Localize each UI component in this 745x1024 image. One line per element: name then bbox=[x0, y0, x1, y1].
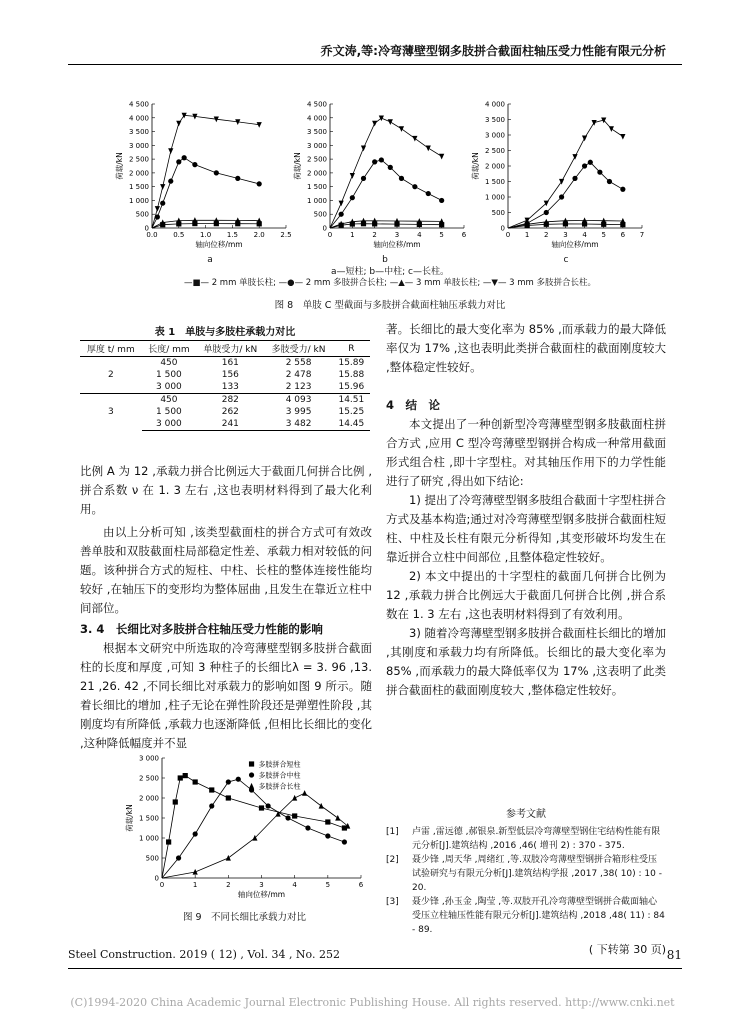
cell: 1 500 bbox=[156, 370, 182, 380]
series-triangle-up bbox=[330, 218, 444, 228]
legend-entry bbox=[249, 760, 301, 769]
x-axis-label: 轴向位移/mm bbox=[373, 240, 421, 249]
reference-item bbox=[386, 853, 666, 895]
paragraph: 比例 A 为 12 ,承载力拼合比例远大于截面几何拼合比例 ,拼合系数 ν 在 1. 3 左右 ,这也表明材料得到了最大化利用。 bbox=[80, 464, 372, 516]
data-point bbox=[160, 201, 165, 206]
x-tick-label: 5 bbox=[439, 231, 444, 239]
th-single: 单肢受力/ kN bbox=[196, 341, 264, 357]
table-row bbox=[80, 394, 370, 407]
y-tick-label: 1 000 bbox=[128, 196, 149, 205]
data-point bbox=[399, 176, 404, 181]
data-point bbox=[620, 187, 625, 192]
x-tick-label: 6 bbox=[358, 881, 364, 889]
reference-item bbox=[386, 895, 666, 937]
data-point bbox=[209, 787, 214, 792]
series-circle bbox=[330, 157, 444, 228]
legend-label: 多肢拼合中柱 bbox=[258, 771, 301, 780]
data-point bbox=[559, 194, 564, 199]
y-tick-label: 4 000 bbox=[306, 114, 327, 123]
cell: 15.25 bbox=[338, 407, 365, 417]
th-multi: 多肢受力/ kN bbox=[264, 341, 332, 357]
data-point bbox=[379, 115, 384, 121]
legend-item: —■— 2 mm 单肢长柱; bbox=[183, 278, 276, 288]
data-point bbox=[249, 761, 254, 766]
cell: 3 000 bbox=[142, 418, 197, 431]
y-tick-label: 2 500 bbox=[138, 774, 159, 783]
legend-entry bbox=[249, 782, 301, 791]
data-point bbox=[259, 805, 264, 810]
x-tick-label: 0 bbox=[327, 231, 333, 239]
data-point bbox=[412, 136, 417, 142]
series-circle bbox=[152, 155, 262, 228]
y-tick-label: 1 000 bbox=[306, 196, 327, 205]
cell: 2 123 bbox=[285, 382, 312, 392]
data-point bbox=[178, 775, 183, 780]
journal-info: Steel Construction. 2019 ( 12) , Vol. 34 , No. 252 bbox=[68, 948, 340, 961]
table1-title: 表 1 单肢与多肢柱承载力对比 bbox=[154, 327, 296, 338]
continued-note: ( 下转第 30 页) bbox=[588, 943, 666, 956]
series-line bbox=[162, 779, 344, 878]
x-tick-label: 0.0 bbox=[146, 231, 158, 239]
data-point bbox=[193, 831, 198, 836]
data-point bbox=[257, 122, 262, 128]
x-tick-label: 3 bbox=[394, 231, 400, 239]
data-point bbox=[168, 148, 173, 154]
x-axis-label: 轴向位移/mm bbox=[195, 240, 243, 249]
x-tick-label: 3 bbox=[563, 231, 568, 239]
data-point bbox=[292, 813, 297, 818]
y-tick-label: 500 bbox=[135, 210, 149, 219]
figure8-subcaption: a—短柱; b—中柱; c—长柱。 bbox=[331, 267, 449, 277]
y-tick-label: 3 000 bbox=[128, 141, 149, 150]
data-point bbox=[572, 154, 577, 160]
legend-item: —▲— 3 mm 单肢长柱; bbox=[389, 278, 481, 288]
series-line bbox=[508, 120, 623, 228]
data-point bbox=[160, 184, 165, 190]
running-title: 乔文涛,等:冷弯薄壁型钢多肢拼合截面柱轴压受力性能有限元分析 bbox=[320, 44, 666, 58]
x-tick-label: 0 bbox=[505, 231, 511, 239]
data-point bbox=[426, 191, 431, 196]
data-point bbox=[236, 777, 241, 782]
y-tick-label: 1 500 bbox=[128, 183, 149, 192]
legend-item: —●— 2 mm 多肢拼合长柱; bbox=[278, 278, 388, 288]
paragraph: 由以上分析可知 ,该类型截面柱的拼合方式可有效改善单肢和双肢截面柱局部稳定性差、承载力相对较低的问题。该种拼合方式的短柱、中柱、长柱的整体连接性能均较好 ,在轴压下的变形均为整体屈曲 ,且发生在靠近立柱中间部位。 bbox=[80, 525, 372, 615]
data-point bbox=[249, 772, 254, 777]
series-line bbox=[152, 115, 259, 228]
data-point bbox=[439, 198, 444, 203]
x-tick-label: 2 bbox=[226, 881, 231, 889]
x-tick-label: 5 bbox=[601, 231, 606, 239]
y-axis-label: 荷载/kN bbox=[115, 152, 124, 180]
conclusion-3: 3) 随着冷弯薄壁型钢多肢拼合截面柱长细比的增加 ,其刚度和承载力均有所降低。长细比的最大变化率为 85% ,而承载力的最大降低率仅为 17% ,这表明了此类拼合截面柱的截面刚度较大 ,整体稳定性较好。 bbox=[386, 626, 666, 697]
cell: 241 bbox=[196, 418, 264, 431]
data-point bbox=[176, 159, 181, 164]
x-tick-label: 2 bbox=[372, 231, 377, 239]
th-r: R bbox=[333, 341, 370, 357]
x-tick-label: 4 bbox=[292, 881, 297, 889]
ref-text: 聂少锋 ,孙玉金 ,陶莹 ,等.双肢开孔冷弯薄壁型钢拼合截面轴心受压立柱轴压性能有限元分析[J].建筑结构 ,2018 ,48( 11) : 84 - 89. bbox=[412, 897, 665, 935]
data-point bbox=[193, 869, 198, 875]
data-point bbox=[226, 779, 231, 784]
data-point bbox=[588, 160, 593, 165]
y-tick-label: 2 500 bbox=[484, 147, 505, 155]
paragraph: 根据本文研究中所选取的冷弯薄壁型钢多肢拼合截面柱的长度和厚度 ,可知 3 种柱子的长细比λ = 3. 96 ,13. 21 ,26. 42 ,不同长细比对承载力的影响如图 9 所示。随着长细比的增加 ,柱子无论在弹性阶段还是弹塑性阶段 ,其刚度均有所降低 ,承载力也逐渐降低 ,但相比长细比的变化 ,这种降低幅度并不显 bbox=[80, 641, 372, 750]
figure8-caption: 图 8 单肢 C 型截面与多肢拼合截面柱轴压承载力对比 bbox=[274, 300, 506, 311]
data-point bbox=[226, 795, 231, 800]
references-title: 参考文献 bbox=[506, 809, 546, 820]
ref-number: [2] bbox=[386, 855, 399, 865]
th-thickness: 厚度 t/ mm bbox=[80, 341, 142, 357]
y-tick-label: 4 000 bbox=[484, 100, 505, 109]
legend-item: —▼— 3 mm 多肢拼合长柱。 bbox=[482, 278, 597, 288]
series-circle bbox=[162, 777, 347, 878]
y-tick-label: 3 500 bbox=[128, 128, 149, 137]
x-tick-label: 1.0 bbox=[200, 231, 212, 239]
y-tick-label: 2 500 bbox=[306, 155, 327, 164]
y-tick-label: 3 000 bbox=[138, 754, 159, 763]
y-tick-label: 0 bbox=[154, 874, 159, 883]
data-point bbox=[182, 155, 187, 160]
legend-label: 多肢拼合短柱 bbox=[258, 760, 301, 769]
series-square bbox=[330, 221, 444, 228]
figure8-legend bbox=[120, 276, 660, 288]
data-point bbox=[544, 201, 549, 207]
section-heading-4: 4 结 论 bbox=[386, 398, 441, 412]
data-point bbox=[350, 173, 355, 179]
x-tick-label: 4 bbox=[582, 231, 587, 239]
data-point bbox=[235, 176, 240, 181]
data-point bbox=[193, 779, 198, 784]
y-axis-label: 荷载/kN bbox=[293, 152, 302, 180]
data-point bbox=[426, 145, 431, 151]
data-point bbox=[319, 803, 324, 809]
y-tick-label: 2 000 bbox=[138, 794, 159, 803]
cell: 156 bbox=[221, 370, 239, 380]
th-length: 长度/ mm bbox=[142, 341, 197, 357]
chart-fig8c bbox=[468, 98, 648, 258]
series-line bbox=[330, 160, 442, 228]
data-point bbox=[412, 184, 417, 189]
cell: 4 093 bbox=[264, 394, 332, 407]
y-tick-label: 3 000 bbox=[306, 141, 327, 150]
right-column-text bbox=[386, 320, 666, 700]
data-point bbox=[607, 179, 612, 184]
x-tick-label: 1 bbox=[350, 231, 355, 239]
data-point bbox=[285, 815, 290, 820]
cell: 133 bbox=[221, 382, 239, 392]
reference-item bbox=[386, 825, 666, 853]
x-tick-label: 1 bbox=[192, 881, 198, 889]
copyright-watermark: (C)1994-2020 China Academic Journal Electronic Publishing House. All rights reserved. http://www.cnki.net bbox=[70, 996, 675, 1009]
y-tick-label: 1 500 bbox=[138, 814, 159, 823]
series-triangle-down bbox=[330, 115, 444, 228]
data-point bbox=[173, 799, 178, 804]
series-triangle-up bbox=[152, 217, 262, 228]
data-point bbox=[582, 163, 587, 168]
data-point bbox=[544, 210, 549, 215]
x-tick-label: 1 bbox=[524, 231, 530, 239]
data-point bbox=[361, 145, 366, 151]
cell: 2 478 bbox=[285, 370, 312, 380]
cell: 15.89 bbox=[338, 358, 365, 368]
y-tick-label: 500 bbox=[145, 854, 159, 863]
data-point bbox=[439, 154, 444, 160]
header-rule bbox=[68, 64, 682, 65]
data-point bbox=[325, 819, 330, 824]
data-point bbox=[325, 833, 330, 838]
x-tick-label: 5 bbox=[325, 881, 331, 889]
cell: 15.96 bbox=[338, 382, 365, 392]
panel-label-b: b bbox=[382, 255, 388, 265]
left-column-text bbox=[80, 462, 372, 753]
x-tick-label: 0.5 bbox=[173, 231, 185, 239]
data-point bbox=[372, 159, 377, 164]
series-triangle-down bbox=[152, 113, 262, 228]
x-tick-label: 1.5 bbox=[226, 231, 238, 239]
data-point bbox=[582, 136, 587, 142]
series-line bbox=[330, 224, 442, 228]
y-tick-label: 0 bbox=[322, 224, 327, 233]
data-point bbox=[361, 176, 366, 181]
panel-label-a: a bbox=[207, 255, 213, 265]
data-point bbox=[609, 126, 614, 132]
chart-fig8b bbox=[290, 98, 470, 258]
data-point bbox=[214, 170, 219, 175]
data-point bbox=[183, 773, 188, 778]
cell-thickness: 2 bbox=[107, 370, 114, 380]
data-point bbox=[597, 170, 602, 175]
chart-fig8a bbox=[112, 98, 292, 258]
y-tick-label: 1 000 bbox=[484, 193, 505, 202]
cell: 1 500 bbox=[156, 407, 182, 417]
y-axis-label: 荷载/kN bbox=[125, 804, 134, 832]
cell: 161 bbox=[221, 358, 239, 368]
ref-text: 卢雷 ,雷远德 ,郝银泉.新型低层冷弯薄壁型钢住宅结构性能有限元分析[J].建筑结构 ,2016 ,46( 增刊 2) : 370 - 375. bbox=[412, 827, 661, 851]
x-tick-label: 2 bbox=[544, 231, 549, 239]
conclusion-2: 2) 本文中提出的十字型柱的截面几何拼合比例为 12 ,承载力拼合比例远大于截面几何拼合比例 ,拼合系数在 1. 3 左右 ,这也表明材料得到了有效利用。 bbox=[386, 569, 666, 621]
legend-label: 多肢拼合长柱 bbox=[258, 782, 301, 791]
cell: 14.45 bbox=[333, 418, 370, 431]
cell: 282 bbox=[196, 394, 264, 407]
data-point bbox=[399, 126, 404, 132]
table-row bbox=[80, 357, 370, 370]
cell: 262 bbox=[221, 407, 239, 417]
references bbox=[386, 808, 666, 957]
series-line bbox=[330, 118, 442, 228]
section-heading-3-4: 3. 4 长细比对多肢拼合柱轴压受力性能的影响 bbox=[80, 622, 323, 636]
data-point bbox=[339, 201, 344, 207]
y-tick-label: 2 000 bbox=[128, 169, 149, 178]
cell: 3 482 bbox=[264, 418, 332, 431]
cell: 15.88 bbox=[338, 370, 365, 380]
cell: 3 995 bbox=[285, 407, 312, 417]
y-tick-label: 0 bbox=[500, 224, 505, 233]
ref-text: 聂少锋 ,周天华 ,周绪红 ,等.双肢冷弯薄壁型钢拼合箱形柱受压试验研究与有限元分析[J].建筑结构学报 ,2017 ,38( 10) : 10 - 20. bbox=[412, 855, 662, 893]
data-point bbox=[226, 855, 231, 861]
x-axis-label: 轴向位移/mm bbox=[237, 890, 286, 899]
x-tick-label: 3 bbox=[259, 881, 264, 889]
y-tick-label: 3 500 bbox=[484, 116, 505, 124]
x-axis-label: 轴向位移/mm bbox=[551, 240, 599, 249]
data-point bbox=[292, 795, 297, 801]
data-point bbox=[379, 157, 384, 162]
data-point bbox=[388, 119, 393, 125]
data-point bbox=[350, 195, 355, 200]
y-tick-label: 1 000 bbox=[138, 834, 159, 843]
y-tick-label: 500 bbox=[491, 209, 505, 217]
data-point bbox=[266, 803, 271, 808]
x-tick-label: 0 bbox=[159, 881, 165, 889]
data-point bbox=[372, 121, 377, 127]
series-line bbox=[152, 158, 259, 228]
y-tick-label: 2 000 bbox=[306, 169, 327, 178]
y-tick-label: 0 bbox=[144, 224, 149, 233]
series-triangle-down bbox=[508, 118, 625, 228]
data-point bbox=[192, 162, 197, 167]
y-tick-label: 4 500 bbox=[306, 100, 327, 109]
cell: 2 558 bbox=[285, 358, 312, 368]
x-tick-label: 2.5 bbox=[280, 231, 292, 239]
data-point bbox=[572, 176, 577, 181]
y-tick-label: 3 500 bbox=[306, 128, 327, 137]
y-tick-label: 2 500 bbox=[128, 155, 149, 164]
ref-number: [3] bbox=[386, 897, 399, 907]
series-square bbox=[162, 773, 347, 878]
data-point bbox=[166, 839, 171, 844]
ref-number: [1] bbox=[386, 827, 399, 837]
figure9-caption: 图 9 不同长细比承载力对比 bbox=[182, 912, 307, 923]
data-point bbox=[342, 839, 347, 844]
data-point bbox=[155, 206, 160, 212]
chart-fig9 bbox=[122, 752, 367, 902]
data-point bbox=[209, 803, 214, 808]
cell: 3 000 bbox=[156, 382, 182, 392]
cell: 450 bbox=[142, 394, 197, 407]
x-tick-label: 7 bbox=[639, 231, 645, 239]
paragraph: 本文提出了一种创新型冷弯薄壁型钢多肢截面柱拼合方式 ,应用 C 型冷弯薄壁型钢拼合构成一种常用截面形式组合柱 ,即十字型柱。对其轴压作用下的力学性能进行了研究 ,得出如下结论: bbox=[386, 417, 666, 488]
x-tick-label: 4 bbox=[417, 231, 422, 239]
data-point bbox=[176, 121, 181, 127]
data-point bbox=[335, 815, 340, 821]
y-tick-label: 500 bbox=[313, 210, 327, 219]
y-tick-label: 4 000 bbox=[128, 114, 149, 123]
panel-label-c: c bbox=[563, 255, 569, 265]
table1 bbox=[80, 340, 370, 431]
y-axis-label: 荷载/kN bbox=[471, 152, 480, 180]
x-tick-label: 6 bbox=[461, 231, 467, 239]
data-point bbox=[339, 212, 344, 217]
page-number: 81 bbox=[666, 948, 682, 962]
data-point bbox=[176, 855, 181, 860]
y-tick-label: 3 000 bbox=[484, 131, 505, 140]
data-point bbox=[305, 825, 310, 830]
paragraph: 著。长细比的最大变化率为 85% ,而承载力的最大降低率仅为 17% ,这也表明此类拼合截面柱的截面刚度较大 ,整体稳定性较好。 bbox=[386, 322, 666, 374]
y-tick-label: 2 000 bbox=[484, 162, 505, 171]
data-point bbox=[249, 783, 254, 789]
data-point bbox=[620, 134, 625, 140]
data-point bbox=[257, 181, 262, 186]
y-tick-label: 1 500 bbox=[306, 183, 327, 192]
x-tick-label: 2.0 bbox=[253, 231, 265, 239]
data-point bbox=[168, 179, 173, 184]
y-tick-label: 4 500 bbox=[128, 100, 149, 109]
conclusion-1: 1) 提出了冷弯薄壁型钢多肢组合截面十字型柱拼合方式及基本构造;通过对冷弯薄壁型钢多肢拼合截面柱短柱、中柱及长柱有限元分析得知 ,其变形破坏均发生在靠近拼合立柱中间部位 ,且整体稳定性较好。 bbox=[386, 493, 666, 564]
legend-entry bbox=[249, 771, 301, 780]
data-point bbox=[302, 790, 307, 796]
cell: 14.51 bbox=[333, 394, 370, 407]
data-point bbox=[388, 165, 393, 170]
footer-rule bbox=[68, 968, 682, 969]
cell: 450 bbox=[160, 358, 178, 368]
y-tick-label: 1 500 bbox=[484, 178, 505, 186]
x-tick-label: 6 bbox=[620, 231, 626, 239]
cell-thickness: 3 bbox=[80, 394, 142, 431]
